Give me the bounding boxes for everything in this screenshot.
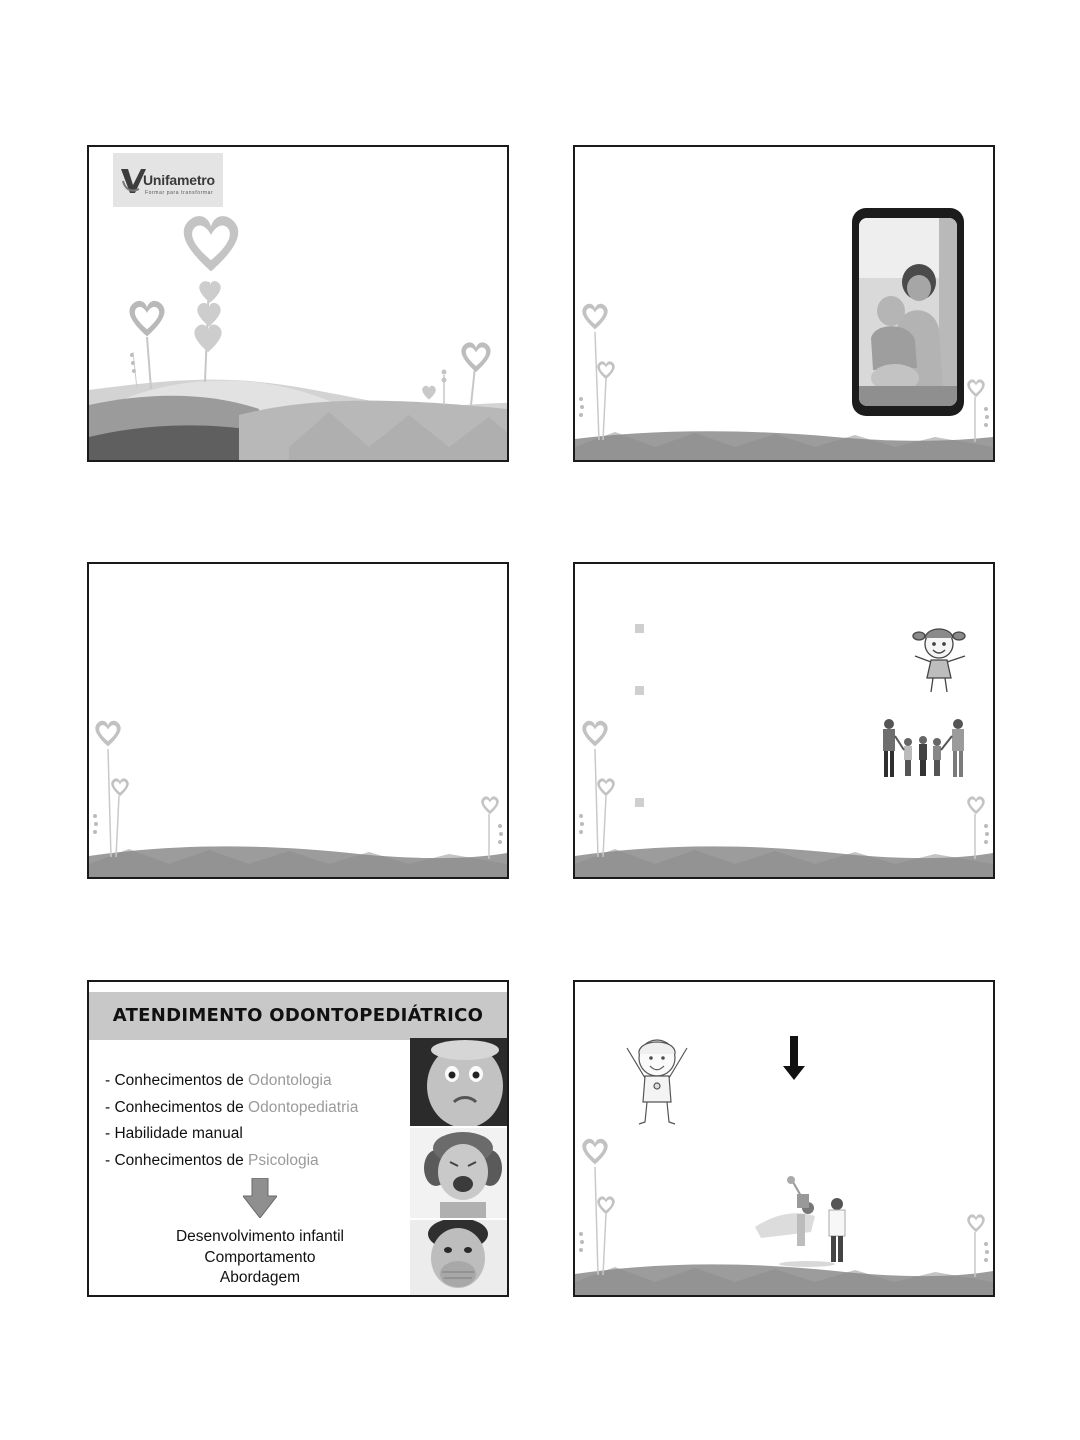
outcome-item: Abordagem <box>219 1269 301 1286</box>
children-portrait-photo <box>859 218 957 406</box>
requirements-list <box>105 1068 358 1174</box>
list-item-highlight: Odontologia <box>248 1072 332 1089</box>
list-item <box>105 1095 358 1122</box>
list-item-text: - Conhecimentos de <box>105 1098 249 1116</box>
boy-clipart <box>627 1040 687 1124</box>
list-item-text: - Conhecimentos de <box>105 1072 249 1089</box>
bullet-marker-2 <box>635 686 644 695</box>
family-clipart <box>883 719 964 777</box>
slide-6-landscape <box>575 982 993 1295</box>
list-item-highlight: Odontopediatria <box>248 1098 359 1116</box>
outcome-item: Comportamento <box>204 1248 316 1266</box>
baby-photo <box>410 1038 507 1126</box>
slide-3 <box>87 562 509 879</box>
dentist-clipart <box>755 1176 845 1267</box>
list-item <box>105 1121 358 1148</box>
slide-3-landscape <box>89 564 507 877</box>
outcome-item: Desenvolvimento infantil <box>175 1228 344 1245</box>
slide-title: ATENDIMENTO ODONTOPEDIÁTRICO <box>112 1005 484 1026</box>
slide-5 <box>87 980 509 1297</box>
list-item-highlight: Psicologia <box>248 1151 319 1169</box>
logo-tagline: Formar para transformar <box>145 190 214 196</box>
children-photo-frame <box>852 208 964 416</box>
slide-1 <box>87 145 509 462</box>
bullet-marker-1 <box>635 624 644 633</box>
logo-name: Unifametro <box>143 172 215 188</box>
list-item-text: - Habilidade manual <box>105 1125 243 1142</box>
title-bar <box>89 992 507 1040</box>
slide-6 <box>573 980 995 1297</box>
crying-girl-photo <box>410 1128 507 1218</box>
slide-4-landscape <box>575 564 993 877</box>
unifametro-logo <box>113 153 223 207</box>
list-item-text: - Conhecimentos de <box>105 1151 249 1169</box>
slide-2 <box>573 145 995 462</box>
boy-covering-mouth-photo <box>410 1220 507 1295</box>
bullet-marker-3 <box>635 798 644 807</box>
down-arrow-icon <box>783 1036 805 1080</box>
list-item <box>105 1148 358 1175</box>
list-item <box>105 1068 358 1095</box>
outcomes <box>149 1227 371 1289</box>
down-arrow-icon <box>243 1178 277 1218</box>
slide-4 <box>573 562 995 879</box>
girl-clipart <box>913 629 965 692</box>
